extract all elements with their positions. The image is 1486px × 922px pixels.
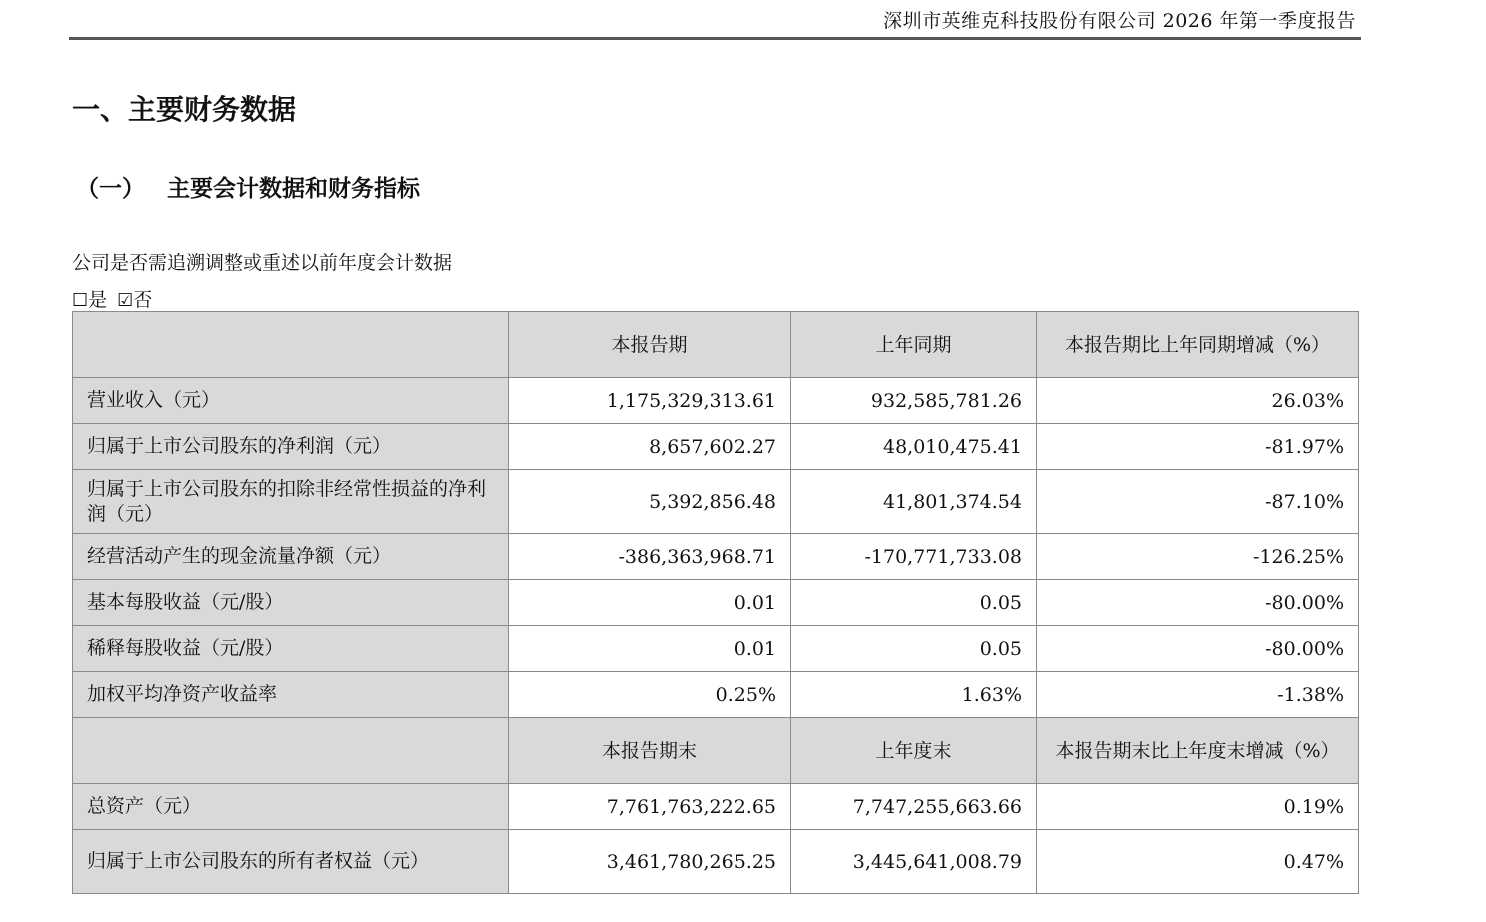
current-value: 0.01 (509, 626, 791, 672)
subsection-heading (76, 170, 420, 203)
header-cell-prior-year-end: 上年度末 (791, 718, 1037, 784)
prior-value: 7,747,255,663.66 (791, 784, 1037, 830)
current-value: 8,657,602.27 (509, 424, 791, 470)
header-cell-prior-period: 上年同期 (791, 312, 1037, 378)
current-value: 0.01 (509, 580, 791, 626)
change-value: -126.25% (1037, 534, 1359, 580)
checkbox-unchecked-icon: ☐ (72, 290, 89, 311)
change-value: -1.38% (1037, 672, 1359, 718)
prior-value: 1.63% (791, 672, 1037, 718)
table-row (73, 626, 1359, 672)
option-no-label: 否 (133, 289, 153, 311)
row-label: 归属于上市公司股东的扣除非经常性损益的净利润（元） (73, 470, 509, 534)
change-value: -81.97% (1037, 424, 1359, 470)
current-value: 3,461,780,265.25 (509, 830, 791, 894)
table-row (73, 580, 1359, 626)
restatement-question: 公司是否需追溯调整或重述以前年度会计数据 (72, 252, 453, 274)
prior-value: 48,010,475.41 (791, 424, 1037, 470)
checkbox-checked-icon: ☑ (117, 290, 134, 311)
table-row (73, 534, 1359, 580)
current-value: 7,761,763,222.65 (509, 784, 791, 830)
row-label: 归属于上市公司股东的所有者权益（元） (73, 830, 509, 894)
change-value: -80.00% (1037, 626, 1359, 672)
section-title: 一、主要财务数据 (72, 93, 297, 126)
row-label: 稀释每股收益（元/股） (73, 626, 509, 672)
prior-value: 0.05 (791, 580, 1037, 626)
table-subheader-row (73, 718, 1359, 784)
row-label: 基本每股收益（元/股） (73, 580, 509, 626)
table-row (73, 672, 1359, 718)
change-value: -87.10% (1037, 470, 1359, 534)
prior-value: 0.05 (791, 626, 1037, 672)
current-value: -386,363,968.71 (509, 534, 791, 580)
row-label: 归属于上市公司股东的净利润（元） (73, 424, 509, 470)
option-yes-label: 是 (88, 289, 108, 311)
prior-value: 41,801,374.54 (791, 470, 1037, 534)
subsection-title: 主要会计数据和财务指标 (167, 176, 420, 202)
header-cell-year-end-change: 本报告期末比上年度末增减（%） (1037, 718, 1359, 784)
prior-value: 3,445,641,008.79 (791, 830, 1037, 894)
table-row (73, 784, 1359, 830)
prior-value: 932,585,781.26 (791, 378, 1037, 424)
prior-value: -170,771,733.08 (791, 534, 1037, 580)
current-value: 1,175,329,313.61 (509, 378, 791, 424)
change-value: -80.00% (1037, 580, 1359, 626)
header-cell-current-period: 本报告期 (509, 312, 791, 378)
financial-data-table (72, 311, 1359, 894)
table-header-row (73, 312, 1359, 378)
table-row (73, 424, 1359, 470)
header-cell-period-change: 本报告期比上年同期增减（%） (1037, 312, 1359, 378)
header-cell-blank (73, 312, 509, 378)
table-row (73, 378, 1359, 424)
change-value: 26.03% (1037, 378, 1359, 424)
report-header-title: 深圳市英维克科技股份有限公司 2026 年第一季度报告 (883, 10, 1356, 32)
subsection-number: （一） (76, 176, 145, 202)
header-cell-period-end: 本报告期末 (509, 718, 791, 784)
table-row (73, 830, 1359, 894)
restatement-options (72, 285, 152, 312)
row-label: 总资产（元） (73, 784, 509, 830)
header-cell-blank (73, 718, 509, 784)
change-value: 0.47% (1037, 830, 1359, 894)
current-value: 0.25% (509, 672, 791, 718)
table-row (73, 470, 1359, 534)
row-label: 加权平均净资产收益率 (73, 672, 509, 718)
row-label: 营业收入（元） (73, 378, 509, 424)
row-label: 经营活动产生的现金流量净额（元） (73, 534, 509, 580)
current-value: 5,392,856.48 (509, 470, 791, 534)
change-value: 0.19% (1037, 784, 1359, 830)
header-divider (69, 37, 1361, 40)
